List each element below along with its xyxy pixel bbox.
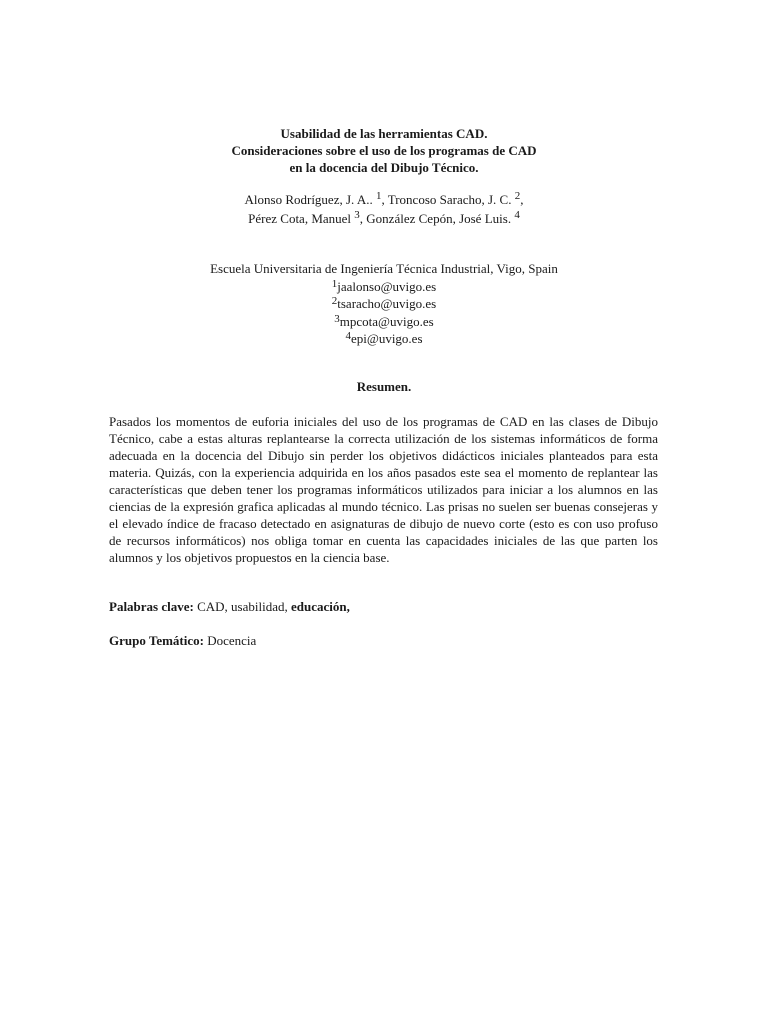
author-4-marker: 4 [514,209,520,221]
email-marker: 1 [331,277,338,290]
title-line-3: en la docencia del Dibujo Técnico. [289,160,479,175]
email-link[interactable]: mpcota@uvigo.es [339,313,434,329]
author-4: , González Cepón, José Luis. [359,211,515,226]
institution: Escuela Universitaria de Ingeniería Técnica Industrial, Vigo, Spain [210,261,558,276]
affiliation-block [0,260,768,348]
author-line-1-end: , [520,192,524,207]
title-line-2: Consideraciones sobre el uso de los programas de CAD [231,143,537,158]
email-line [0,295,768,313]
keywords-value: CAD, usabilidad, [193,599,291,614]
email-line [0,313,768,331]
email-link[interactable]: tsaracho@uvigo.es [337,296,437,311]
author-line-2 [0,209,768,228]
author-2: , Troncoso Saracho, J. C. [381,192,515,207]
email-line [0,330,768,348]
author-3: Pérez Cota, Manuel [248,211,355,226]
keywords-label: Palabras clave: [109,599,194,614]
abstract-heading: Resumen. [356,379,412,394]
author-1: Alonso Rodríguez, J. A.. [244,192,376,207]
title-line-1: Usabilidad de las herramientas CAD. [280,126,488,141]
email-line [0,278,768,296]
abstract-text: Pasados los momentos de euforia iniciales del uso de los programas de CAD en las clases de Dibujo Técnico, cabe a estas alturas replantearse la correcta utilización de los sistemas informáticos de forma adecuada en la docencia del Dibujo sin perder los objetivos didácticos iniciales planteados para esta materia. Quizás, con la experiencia adquirida en los años pasados este sea el momento de replantear las características que deben tener los programas informáticos utilizados para iniciar a los alumnos en las ciencias de la expresión grafica aplicadas al mundo técnico. Las prisas no suelen ser buenas consejeras y el elevado índice de fracaso detectado en asignaturas de dibujo de nuevo corte (esto es con uso profuso de recursos informáticos) nos obliga tomar en cuenta las capacidades iniciales de las que parten los alumnos y los objetivos propuestos en la ciencia base. [109,414,658,565]
group-label: Grupo Temático: [109,633,204,648]
author-2-marker: 2 [514,190,521,202]
keywords-bold-value: educación, [290,599,350,614]
keywords [109,598,658,615]
author-line-1 [0,190,768,209]
email-marker: 4 [345,330,351,342]
author-3-marker: 3 [354,209,360,221]
email-marker: 3 [334,312,340,325]
email-link[interactable]: epi@uvigo.es [350,331,423,346]
email-link[interactable]: jaalonso@uvigo.es [337,278,437,294]
author-1-marker: 1 [375,190,382,202]
email-marker: 2 [331,295,338,307]
group-value: Docencia [203,633,257,648]
paper-title [0,125,768,176]
author-list [0,190,768,228]
thematic-group [109,632,658,649]
